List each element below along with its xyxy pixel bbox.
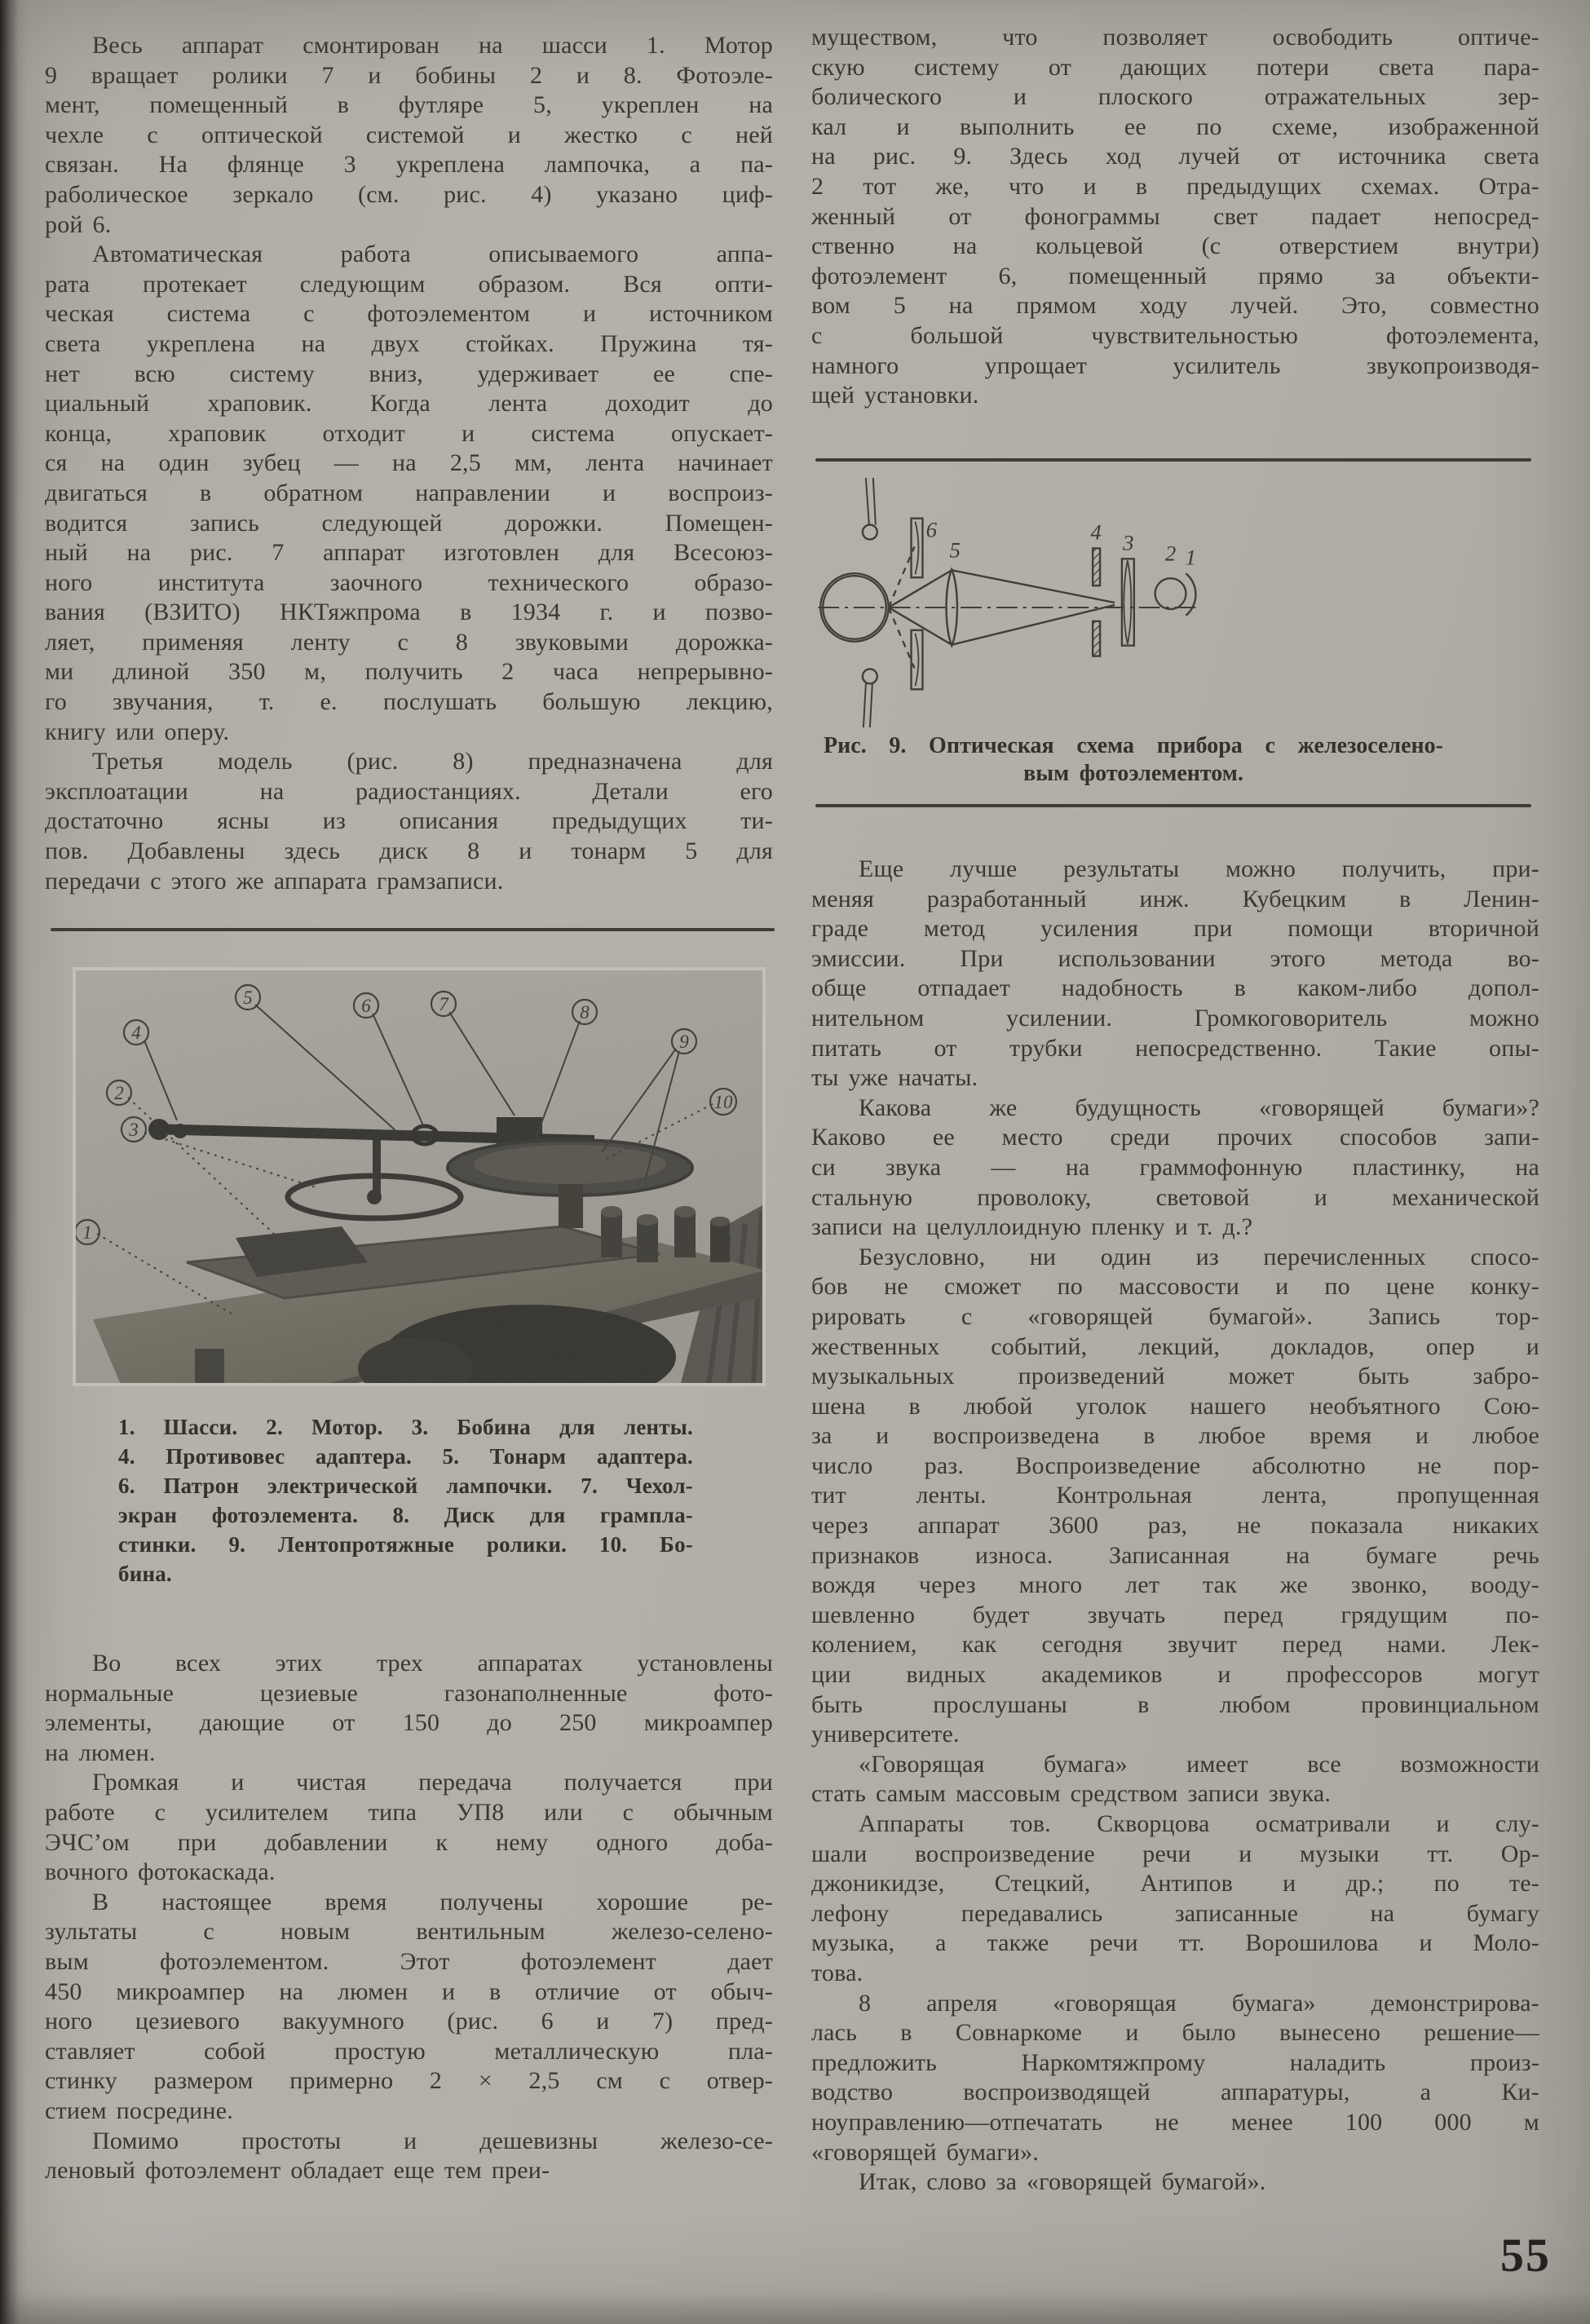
figure9-label-4: 4 (1090, 519, 1102, 545)
text-line: нет всю систему вниз, удерживает ее спе- (45, 360, 773, 387)
text-line: В настоящее время получены хорошие ре- (92, 1888, 773, 1915)
callout-8: 8 (580, 1002, 590, 1023)
slit-plate-top (1093, 548, 1100, 585)
text-line: эксплоатации на радиостанциях. Детали его (45, 777, 773, 805)
text-line: предложить Наркомтяжпрому наладить произ- (811, 2048, 1539, 2076)
text-line: быть прослушаны в любом провинциальном (811, 1690, 1539, 1718)
paragraph (45, 1888, 773, 2127)
figure9-caption (824, 732, 1443, 788)
callout-3: 3 (129, 1120, 139, 1140)
text-line: вым фотоэлементом. Этот фотоэлемент дает (45, 1947, 773, 1975)
paragraph (45, 747, 773, 896)
figure9-label-2: 2 (1164, 541, 1177, 566)
condenser-lens (1124, 560, 1131, 643)
paragraph (811, 23, 1539, 411)
text-line: си звука — на граммофонную пластинку, на (811, 1153, 1539, 1181)
apparatus-photo (72, 967, 766, 1386)
text-line: университете. (811, 1721, 960, 1748)
text-line: музыкальных произведений может быть забро- (811, 1363, 1539, 1390)
paragraph (811, 1094, 1539, 1243)
text-line: шена в любой уголок нашего необъятного Сою- (811, 1392, 1539, 1420)
text-line: питать от трубки непосредственно. Такие опы- (811, 1034, 1539, 1062)
text-line: нормальные цезиевые газонаполненные фото- (45, 1679, 773, 1707)
callout-7: 7 (439, 994, 448, 1014)
paragraph (811, 1989, 1539, 2168)
text-line: ставляет собой простую металлическую пла- (45, 2037, 773, 2065)
text-line: Громкая и чистая передача получается при (92, 1769, 773, 1796)
paragraph (45, 2127, 773, 2186)
text-line: Весь аппарат смонтирован на шасси 1. Мотор (92, 32, 773, 59)
text-line: Во всех этих трех аппаратах установлены (92, 1650, 773, 1677)
text-line: жественных событий, лекций, докладов, опер и (811, 1332, 1539, 1360)
text-line: ми длиной 350 м, получить 2 часа непрерывно- (45, 658, 773, 686)
callout-10: 10 (713, 1092, 733, 1112)
paragraph (811, 1750, 1539, 1809)
text-line: рировать с «говорящей бумагой». Запись тор- (811, 1302, 1539, 1330)
text-line: стальную проволоку, световой и механической (811, 1183, 1539, 1211)
callout-1: 1 (82, 1222, 92, 1243)
text-line: нительном усилении. Громкоговоритель можно (811, 1004, 1539, 1032)
text-line: работе с усилителем типа УП8 или с обычным (45, 1798, 773, 1826)
objective-lens (947, 569, 957, 645)
text-line: двигаться в обратном направлении и воспроиз- (45, 479, 773, 506)
text-line: ЭЧС’ом при добавлении к нему одного доба- (45, 1828, 773, 1856)
text-line: Каково ее место среди прочих способов запи- (811, 1124, 1539, 1151)
text-line: чехле с оптической системой и жестко с ней (45, 121, 773, 148)
text-line: раболическое зеркало (см. рис. 4) указано циф- (45, 180, 773, 208)
figure9-caption-line1: Рис. 9. Оптическая схема прибора с железоселено- (824, 733, 1443, 758)
text-line: тит ленты. Контрольная лента, пропущенная (811, 1482, 1539, 1509)
text-line: 1. Шасси. 2. Мотор. 3. Бобина для ленты. (118, 1415, 693, 1439)
text-line: водство воспроизводящей аппаратуры, а Ки- (811, 2079, 1539, 2106)
text-line: эмиссии. При использовании этого метода во- (811, 944, 1539, 972)
paragraph (45, 1649, 773, 1768)
text-line: 9 вращает ролики 7 и бобины 2 и 8. Фотоэле- (45, 61, 773, 89)
text-line: на рис. 9. Здесь ход лучей от источника света (811, 143, 1539, 170)
text-line: вом 5 на прямом ходу лучей. Это, совместно (811, 292, 1539, 320)
text-line: 450 микроампер на люмен и в отличие от обыч- (45, 1977, 773, 2005)
text-line: зультаты с новым вентильным железо-селено- (45, 1918, 773, 1946)
text-line: на люмен. (45, 1739, 156, 1766)
figure9-label-3: 3 (1123, 530, 1134, 555)
text-line: шали воспроизведение речи и музыки тт. Ор- (811, 1840, 1539, 1867)
paragraph (118, 1412, 693, 1588)
callout-4: 4 (131, 1023, 141, 1043)
text-line: элементы, дающие от 150 до 250 микроампер (45, 1709, 773, 1737)
text-line: Безусловно, ни один из перечисленных спосо- (859, 1243, 1539, 1270)
callout-5: 5 (243, 987, 253, 1008)
text-line: с большой чувствительностью фотоэлемента, (811, 321, 1539, 349)
paragraph (45, 240, 773, 747)
text-line: стать самым массовым средством записи звука. (811, 1780, 1332, 1808)
text-line: ственно на кольцевой (с отверстием внутри) (811, 232, 1539, 260)
text-line: мент, помещенный в футляре 5, укреплен на (45, 91, 773, 119)
text-line: Итак, слово за «говорящей бумагой». (859, 2168, 1266, 2196)
paragraph (811, 1809, 1539, 1989)
text-line: за и воспроизведена в любое время и любое (811, 1422, 1539, 1450)
text-line: болического и плоского отражательных зер- (811, 83, 1539, 111)
text-line: женный от фонограммы свет падает непосред- (811, 202, 1539, 230)
text-line: ный на рис. 7 аппарат изготовлен для Всесоюз- (45, 539, 773, 567)
text-line: записи на целуллоидную пленку и т. д.? (811, 1213, 1253, 1241)
figure9-optical-schematic (811, 471, 1541, 731)
text-line: шевленно будет звучать перед грядущим по- (811, 1601, 1539, 1628)
text-line: скую систему от дающих потери света пара- (811, 53, 1539, 81)
text-line: колением, как сегодня звучит перед нами. Лек- (811, 1631, 1539, 1659)
scan-gutter-shadow (0, 0, 28, 2324)
callout-9: 9 (679, 1032, 689, 1052)
figure9-label-6: 6 (925, 517, 938, 542)
text-line: рой 6. (45, 210, 112, 238)
text-line: граде метод усиления при помощи вторичной (811, 915, 1539, 943)
paragraph (45, 31, 773, 240)
text-line: ции видных академиков и профессоров могут (811, 1661, 1539, 1689)
text-line: стинки. 9. Лентопротяжные ролики. 10. Бо- (118, 1532, 693, 1557)
paragraph (811, 2167, 1539, 2198)
text-line: 2 тот же, что и в предыдущих схемах. Отра- (811, 172, 1539, 200)
text-line: рата протекает следующим образом. Вся опти- (45, 270, 773, 298)
callout-6: 6 (361, 996, 371, 1016)
left-column-bottom-text (45, 1649, 773, 2186)
figure9-caption-line2: вым фотоэлементом. (1023, 761, 1243, 786)
text-line: достаточно ясны из описания предыдущих ти- (45, 807, 773, 835)
text-line: обще отпадает надобность в каком-либо допол- (811, 974, 1539, 1002)
text-line: пов. Добавлены здесь диск 8 и тонарм 5 для (45, 837, 773, 865)
figure9-label-5: 5 (949, 537, 961, 563)
left-column-divider-rule (51, 928, 775, 931)
text-line: через аппарат 3600 раз, не показала никаких (811, 1512, 1539, 1540)
text-line: кал и выполнить ее по схеме, изображенной (811, 113, 1539, 140)
paragraph (811, 1243, 1539, 1750)
reflector-arc (1186, 573, 1195, 616)
text-line: вания (ВЗИТО) НКТяжпрома в 1934 г. и позво- (45, 599, 773, 626)
lamp (1155, 578, 1186, 609)
text-line: това. (811, 1959, 863, 1986)
text-line: число раз. Воспроизведение абсолютно не пор- (811, 1451, 1539, 1479)
text-line: признаков износа. Записанная на бумаге речь (811, 1541, 1539, 1569)
roller-top (863, 525, 877, 540)
text-line: Автоматическая работа описываемого аппа- (92, 241, 773, 268)
text-line: го звучания, т. е. послушать большую лекцию, (45, 688, 773, 716)
text-line: «говорящей бумаги». (811, 2138, 1039, 2166)
paragraph (811, 855, 1539, 1094)
text-line: ческая система с фотоэлементом и источником (45, 300, 773, 328)
text-line: ного института заочного технического образо- (45, 568, 773, 596)
text-line: конца, храповик отходит и система опускает- (45, 419, 773, 447)
text-line: водится запись следующей дорожки. Помещен- (45, 509, 773, 537)
text-line: Аппараты тов. Скворцова осматривали и слу- (859, 1810, 1539, 1837)
figure9-bottom-rule (815, 804, 1531, 807)
text-line: лефону передавались записанные на бумагу (811, 1899, 1539, 1927)
text-line: Какова же будущность «говорящей бумаги»? (859, 1094, 1539, 1121)
paragraph (45, 1768, 773, 1887)
text-line: 8 апреля «говорящая бумага» демонстрирова- (859, 1989, 1539, 2017)
text-line: ноуправлению—отпечатать не менее 100 000 м (811, 2108, 1539, 2136)
figure9-label-1: 1 (1185, 545, 1197, 570)
left-column-top-text (45, 31, 773, 896)
photo-grain-overlay (73, 967, 766, 1386)
right-column-bottom-text (811, 855, 1539, 2198)
text-line: света укреплена на двух стойках. Пружина тя- (45, 329, 773, 357)
text-line: щей установки. (811, 382, 979, 409)
text-line: намного упрощает усилитель звукопроизводя- (811, 351, 1539, 379)
callout-2: 2 (114, 1083, 124, 1103)
right-column-top-text (811, 23, 1539, 411)
text-line: музыка, а также речи тт. Ворошилова и Моло- (811, 1929, 1539, 1957)
text-line: Помимо простоты и дешевизны железо-се- (92, 2127, 773, 2154)
text-line: леновый фотоэлемент обладает еще тем преи- (45, 2157, 550, 2185)
text-line: вождя через много лет так же звонко, вооду- (811, 1571, 1539, 1599)
text-line: ся на один зубец — на 2,5 мм, лента начинает (45, 449, 773, 477)
text-line: лась в Совнаркоме и было вынесено решение— (811, 2019, 1539, 2047)
text-line: вочного фотокаскада. (45, 1858, 276, 1886)
text-line: муществом, что позволяет освободить оптиче- (811, 24, 1539, 51)
figure9-top-rule (815, 458, 1531, 462)
roller-bottom (863, 669, 877, 683)
page-number: 55 (1500, 2229, 1551, 2282)
text-line: бина. (118, 1562, 172, 1586)
text-line: циальный храповик. Когда лента доходит до (45, 390, 773, 418)
slit-plate-bottom (1093, 621, 1100, 656)
text-line: связан. На флянце 3 укреплена лампочка, а па- (45, 151, 773, 179)
text-line: «Говорящая бумага» имеет все возможности (859, 1750, 1539, 1778)
text-line: ного цезиевого вакуумного (рис. 6 и 7) пред- (45, 2008, 773, 2035)
text-line: джоникидзе, Стецкий, Антипов и др.; по те- (811, 1870, 1539, 1898)
text-line: 4. Противовес адаптера. 5. Тонарм адаптера. (118, 1444, 693, 1469)
text-line: стинку размером примерно 2 × 2,5 см с отвер- (45, 2067, 773, 2095)
text-line: Еще лучше результаты можно получить, при- (859, 855, 1539, 882)
text-line: книгу или оперу. (45, 718, 230, 745)
text-line: меняя разработанный инж. Кубецким в Ленин- (811, 885, 1539, 912)
scan-bottom-shadow (0, 2291, 1590, 2324)
text-line: фотоэлемент 6, помещенный прямо за объекти- (811, 262, 1539, 289)
text-line: 6. Патрон электрической лампочки. 7. Чехол- (118, 1473, 693, 1498)
text-line: экран фотоэлемента. 8. Диск для грампла- (118, 1503, 693, 1527)
text-line: стием посредине. (45, 2096, 233, 2124)
text-line: ляет, применяя ленту с 8 звуковыми дорожка- (45, 628, 773, 656)
text-line: передачи с этого же аппарата грамзаписи. (45, 867, 504, 895)
text-line: бов не сможет по массовости и по цене конку- (811, 1273, 1539, 1301)
text-line: ты уже начаты. (811, 1064, 978, 1092)
text-line: Третья модель (рис. 8) предназначена для (92, 748, 773, 775)
photo-caption (118, 1412, 693, 1588)
